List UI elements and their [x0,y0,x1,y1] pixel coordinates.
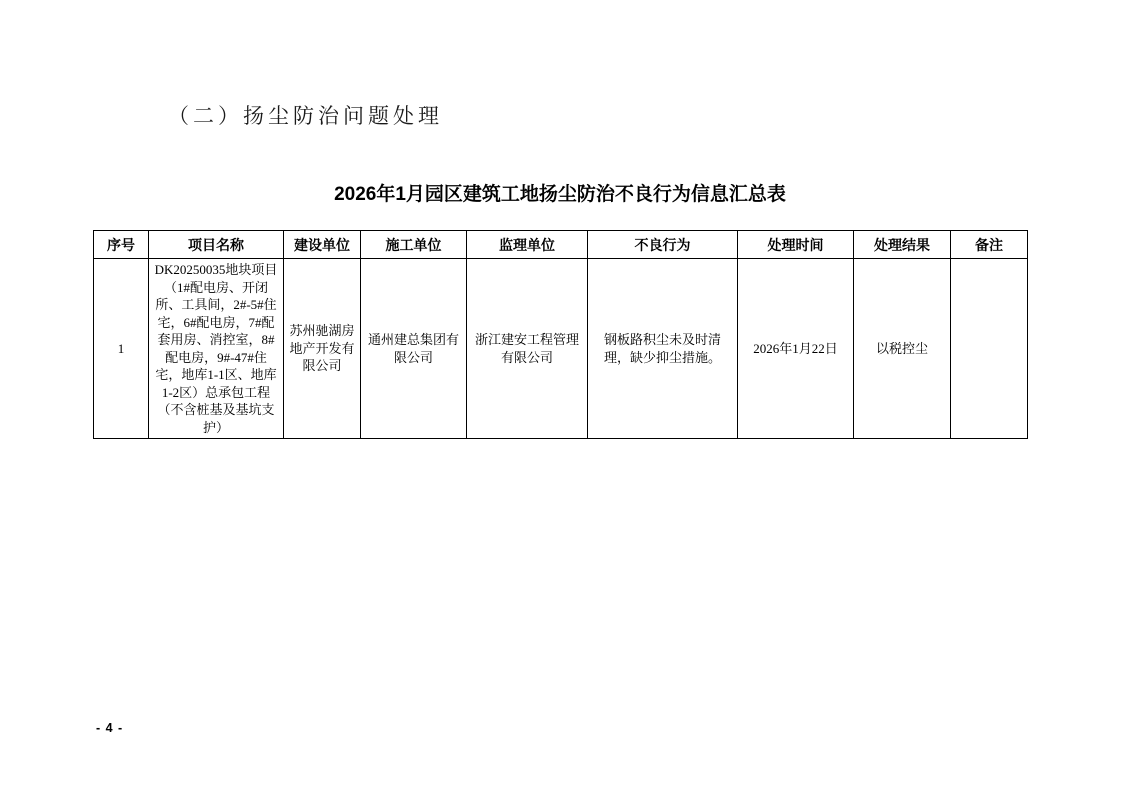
header-project-name: 项目名称 [149,231,284,259]
header-handle-time: 处理时间 [738,231,854,259]
cell-construction-unit: 苏州驰湖房地产开发有限公司 [284,259,361,439]
table-row [94,259,1028,439]
cell-seq: 1 [94,259,149,439]
cell-handle-time: 2026年1月22日 [738,259,854,439]
header-remark: 备注 [951,231,1028,259]
cell-remark [951,259,1028,439]
header-seq: 序号 [94,231,149,259]
cell-contractor-unit: 通州建总集团有限公司 [361,259,467,439]
section-heading: （二）扬尘防治问题处理 [168,104,443,128]
cell-handle-result: 以税控尘 [854,259,951,439]
table-title: 2026年1月园区建筑工地扬尘防治不良行为信息汇总表 [334,184,786,205]
cell-bad-behavior: 钢板路积尘未及时清理，缺少抑尘措施。 [588,259,738,439]
table-header-row [94,231,1028,259]
header-handle-result: 处理结果 [854,231,951,259]
cell-supervision-unit: 浙江建安工程管理有限公司 [467,259,588,439]
header-supervision-unit: 监理单位 [467,231,588,259]
cell-project-name: DK20250035地块项目（1#配电房、开闭所、工具间，2#-5#住宅，6#配电房，7#配套用房、消控室，8#配电房，9#-47#住宅，地库1-1区、地库1-2区）总承包工程（不含桩基及基坑支护） [149,259,284,439]
dust-control-summary-table [93,230,1028,439]
header-contractor-unit: 施工单位 [361,231,467,259]
header-bad-behavior: 不良行为 [588,231,738,259]
header-construction-unit: 建设单位 [284,231,361,259]
page-number: - 4 - [96,721,124,735]
